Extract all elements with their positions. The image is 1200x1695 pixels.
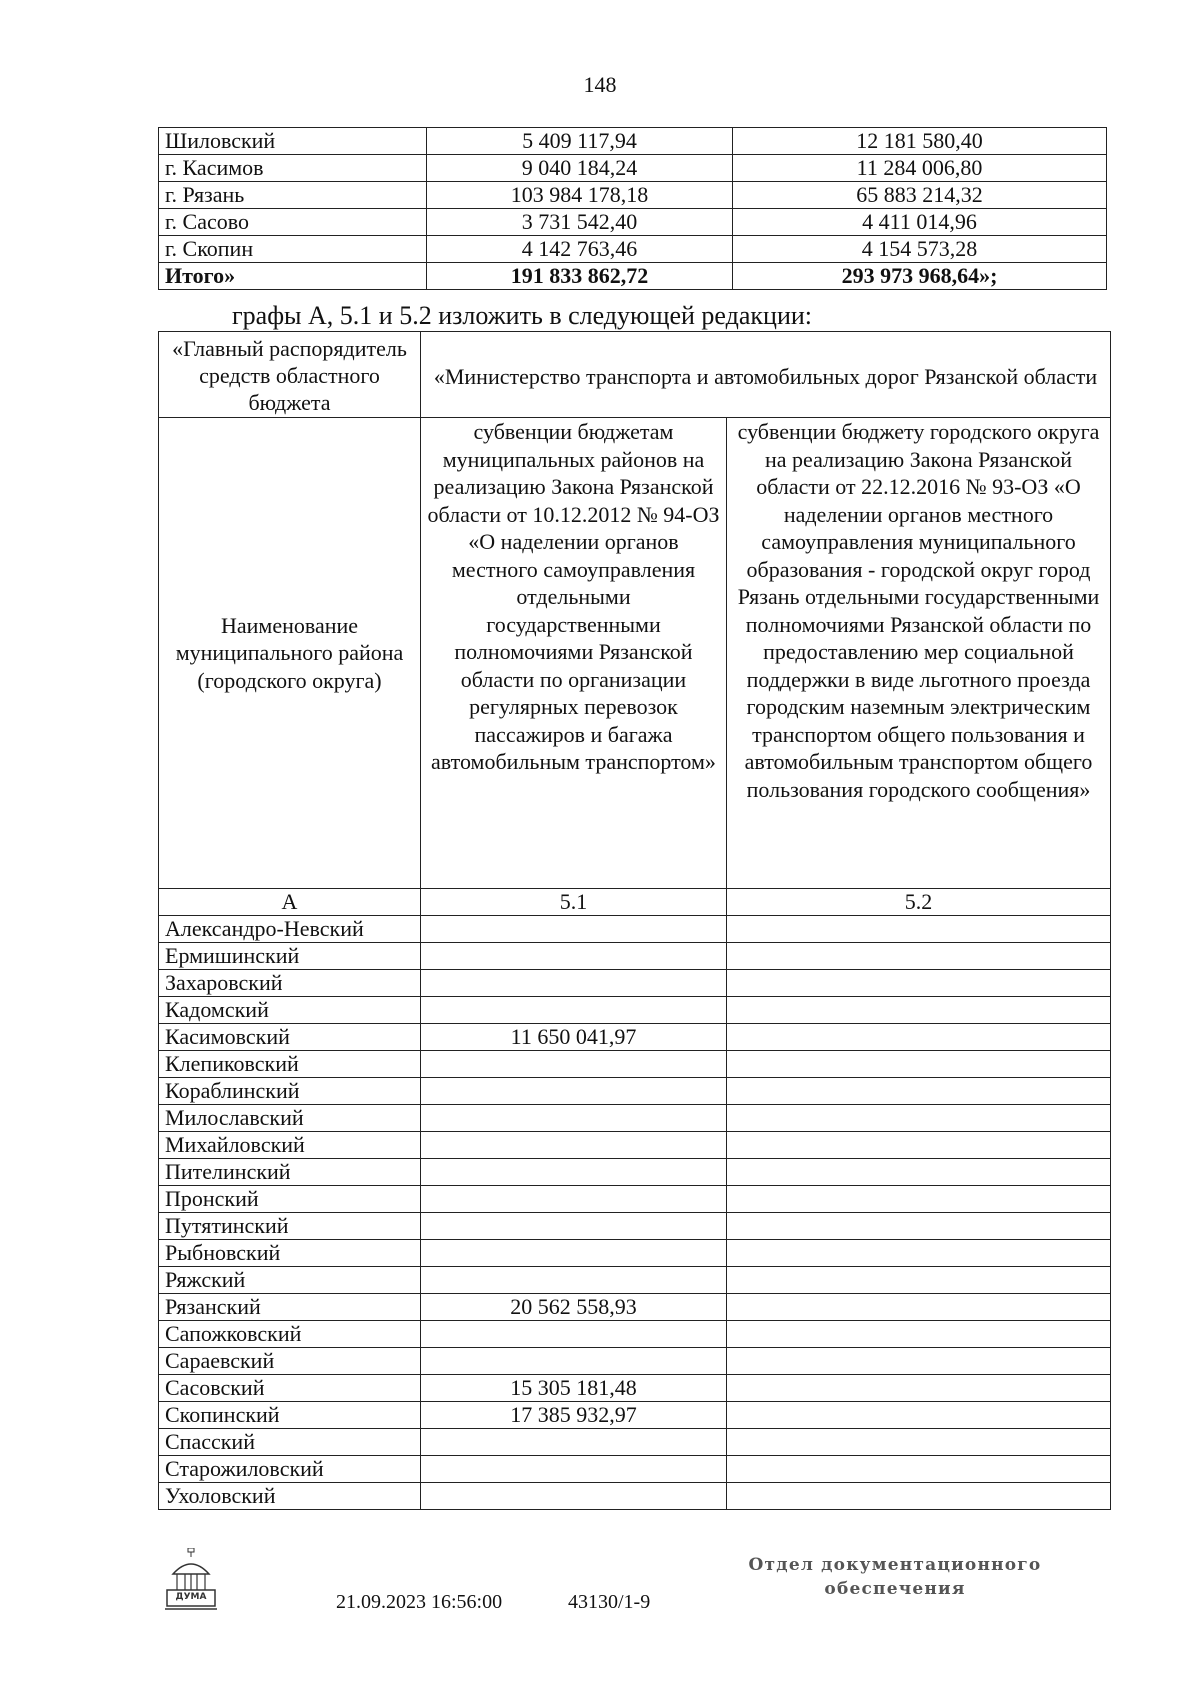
table-row	[159, 1321, 1111, 1348]
table-row	[159, 236, 1107, 263]
value-5-2-cell	[727, 1348, 1111, 1375]
value-5-2-cell	[727, 1375, 1111, 1402]
value-5-1-cell: 17 385 932,97	[421, 1402, 727, 1429]
table-row	[159, 1051, 1111, 1078]
district-name-cell: Скопинский	[159, 1402, 421, 1429]
table-row	[159, 182, 1107, 209]
district-name-cell: Михайловский	[159, 1132, 421, 1159]
value-5-2-cell	[727, 1159, 1111, 1186]
district-name-cell: Ряжский	[159, 1267, 421, 1294]
total-value-cell: 293 973 968,64»;	[733, 263, 1107, 290]
table-row	[159, 1267, 1111, 1294]
value-5-1-cell	[421, 1159, 727, 1186]
district-name-cell: Рязанский	[159, 1294, 421, 1321]
value-cell: 103 984 178,18	[427, 182, 733, 209]
total-value-cell: 191 833 862,72	[427, 263, 733, 290]
header-cell-ministry: «Министерство транспорта и автомобильных дорог Рязанской области	[421, 332, 1111, 418]
total-label-cell: Итого»	[159, 263, 427, 290]
column-number-row	[159, 889, 1111, 916]
col-num-5-2: 5.2	[727, 889, 1111, 916]
value-5-1-cell	[421, 1051, 727, 1078]
district-name-cell: Захаровский	[159, 970, 421, 997]
value-5-1-cell	[421, 1456, 727, 1483]
district-name-cell: Кораблинский	[159, 1078, 421, 1105]
value-5-1-cell	[421, 1240, 727, 1267]
value-cell: 9 040 184,24	[427, 155, 733, 182]
stamp-line-2: обеспечения	[824, 1579, 966, 1599]
value-5-1-cell	[421, 1132, 727, 1159]
value-cell: 65 883 214,32	[733, 182, 1107, 209]
timestamp: 21.09.2023 16:56:00	[336, 1591, 503, 1613]
value-5-1-cell: 20 562 558,93	[421, 1294, 727, 1321]
value-5-1-cell	[421, 1105, 727, 1132]
department-stamp	[730, 1553, 1060, 1601]
header-cell-5-2: субвенции бюджету городского округа на реализацию Закона Рязанской области от 22.12.2016 № 93-ОЗ «О наделении органов местного самоуправления муниципального образования - городской округ город Рязань отдельными государственными полномочиями Рязанской области по предоставлению мер социальной поддержки в виде льготного проезда городским наземным электрическим транспортом общего пользования и автомобильным транспортом общего пользования городского сообщения»	[727, 418, 1111, 889]
value-cell: 3 731 542,40	[427, 209, 733, 236]
value-5-2-cell	[727, 916, 1111, 943]
header-cell-district-name: Наименование муниципального района (городского округа)	[159, 418, 421, 889]
summary-table	[158, 127, 1107, 290]
value-5-2-cell	[727, 1078, 1111, 1105]
district-name-cell: Спасский	[159, 1429, 421, 1456]
value-cell: 12 181 580,40	[733, 128, 1107, 155]
district-name-cell: Кадомский	[159, 997, 421, 1024]
district-name-cell: Рыбновский	[159, 1240, 421, 1267]
value-5-1-cell	[421, 1213, 727, 1240]
district-name-cell: Ухоловский	[159, 1483, 421, 1510]
col-num-a: А	[159, 889, 421, 916]
value-5-1-cell	[421, 1186, 727, 1213]
value-5-2-cell	[727, 1483, 1111, 1510]
value-5-2-cell	[727, 1402, 1111, 1429]
table-row	[159, 1159, 1111, 1186]
value-5-2-cell	[727, 1240, 1111, 1267]
table-row	[159, 1375, 1111, 1402]
value-cell: 5 409 117,94	[427, 128, 733, 155]
value-5-2-cell	[727, 1294, 1111, 1321]
value-cell: 4 411 014,96	[733, 209, 1107, 236]
value-5-2-cell	[727, 1267, 1111, 1294]
value-5-1-cell	[421, 943, 727, 970]
value-5-2-cell	[727, 1456, 1111, 1483]
value-5-1-cell	[421, 1429, 727, 1456]
table-row	[159, 1213, 1111, 1240]
intro-text: графы А, 5.1 и 5.2 изложить в следующей редакции:	[232, 301, 812, 330]
value-5-2-cell	[727, 1024, 1111, 1051]
district-name-cell: г. Касимов	[159, 155, 427, 182]
value-cell: 4 154 573,28	[733, 236, 1107, 263]
table-row	[159, 943, 1111, 970]
table-row	[159, 1078, 1111, 1105]
value-5-2-cell	[727, 1321, 1111, 1348]
value-5-1-cell	[421, 1348, 727, 1375]
value-cell: 11 284 006,80	[733, 155, 1107, 182]
value-5-2-cell	[727, 943, 1111, 970]
table-row	[159, 1348, 1111, 1375]
document-code: 43130/1-9	[568, 1591, 651, 1613]
table-row	[159, 997, 1111, 1024]
stamp-line-1: Отдел документационного	[748, 1555, 1042, 1575]
footer	[0, 1548, 1200, 1628]
district-name-cell: Пителинский	[159, 1159, 421, 1186]
header-row-2	[159, 418, 1111, 889]
district-name-cell: Сасовский	[159, 1375, 421, 1402]
value-5-2-cell	[727, 1132, 1111, 1159]
table-row	[159, 1240, 1111, 1267]
subventions-table	[158, 331, 1111, 1510]
value-5-1-cell	[421, 970, 727, 997]
value-5-1-cell	[421, 1321, 727, 1348]
logo-text: ДУМА	[175, 1592, 207, 1602]
district-name-cell: Ермишинский	[159, 943, 421, 970]
total-row	[159, 263, 1107, 290]
district-name-cell: Сапожковский	[159, 1321, 421, 1348]
value-5-2-cell	[727, 1429, 1111, 1456]
header-cell-distributor: «Главный распорядитель средств областного бюджета	[159, 332, 421, 418]
district-name-cell: Пронский	[159, 1186, 421, 1213]
district-name-cell: Клепиковский	[159, 1051, 421, 1078]
district-name-cell: Сараевский	[159, 1348, 421, 1375]
table-row	[159, 1294, 1111, 1321]
district-name-cell: г. Скопин	[159, 236, 427, 263]
district-name-cell: Александро-Невский	[159, 916, 421, 943]
table-row	[159, 1186, 1111, 1213]
table-row	[159, 128, 1107, 155]
value-5-2-cell	[727, 1051, 1111, 1078]
table-row	[159, 1132, 1111, 1159]
district-name-cell: Милославский	[159, 1105, 421, 1132]
page-number: 148	[583, 72, 617, 97]
table-row	[159, 1429, 1111, 1456]
table-row	[159, 916, 1111, 943]
table-row	[159, 209, 1107, 236]
value-5-1-cell: 15 305 181,48	[421, 1375, 727, 1402]
table-row	[159, 155, 1107, 182]
value-5-2-cell	[727, 1105, 1111, 1132]
table-row	[159, 1024, 1111, 1051]
table-row	[159, 1483, 1111, 1510]
district-name-cell: Шиловский	[159, 128, 427, 155]
header-cell-5-1: субвенции бюджетам муниципальных районов на реализацию Закона Рязанской области от 10.12.2012 № 94-ОЗ «О наделении органов местного самоуправления отдельными государственными полномочиями Рязанской области по организации регулярных перевозок пассажиров и багажа автомобильным транспортом»	[421, 418, 727, 889]
table-row	[159, 970, 1111, 997]
value-5-1-cell	[421, 1078, 727, 1105]
value-cell: 4 142 763,46	[427, 236, 733, 263]
value-5-2-cell	[727, 997, 1111, 1024]
header-row-1	[159, 332, 1111, 418]
value-5-1-cell	[421, 1267, 727, 1294]
value-5-2-cell	[727, 1213, 1111, 1240]
district-name-cell: г. Сасово	[159, 209, 427, 236]
value-5-1-cell: 11 650 041,97	[421, 1024, 727, 1051]
table-row	[159, 1105, 1111, 1132]
district-name-cell: Старожиловский	[159, 1456, 421, 1483]
value-5-1-cell	[421, 997, 727, 1024]
district-name-cell: Касимовский	[159, 1024, 421, 1051]
table-row	[159, 1456, 1111, 1483]
value-5-2-cell	[727, 970, 1111, 997]
value-5-1-cell	[421, 1483, 727, 1510]
value-5-1-cell	[421, 916, 727, 943]
value-5-2-cell	[727, 1186, 1111, 1213]
district-name-cell: Путятинский	[159, 1213, 421, 1240]
table-row	[159, 1402, 1111, 1429]
district-name-cell: г. Рязань	[159, 182, 427, 209]
col-num-5-1: 5.1	[421, 889, 727, 916]
duma-logo-icon	[163, 1548, 219, 1612]
